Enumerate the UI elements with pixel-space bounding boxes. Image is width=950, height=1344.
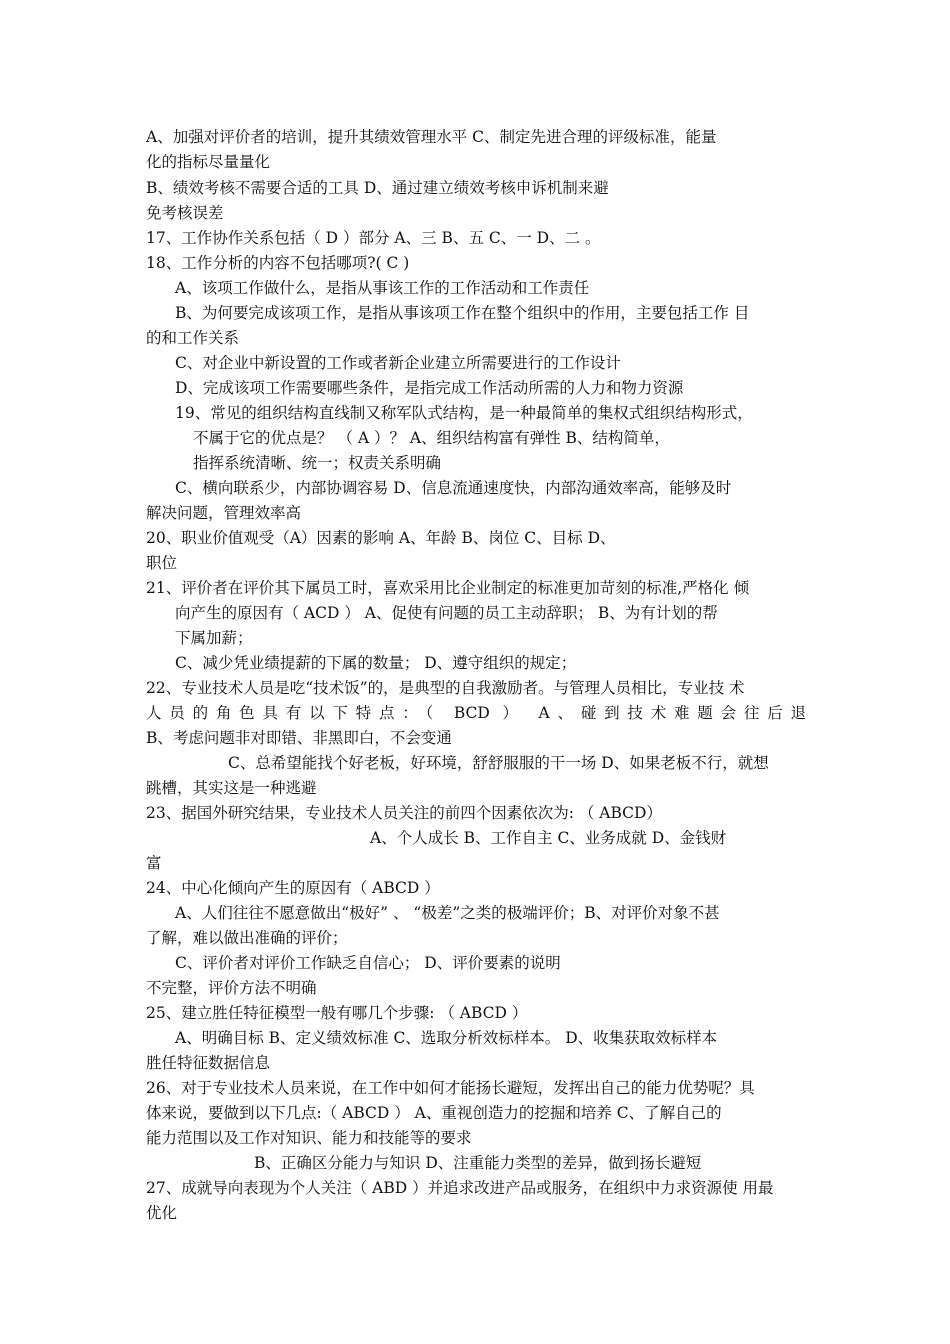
text-line: C、横向联系少，内部协调容易 D、信息流通速度快，内部沟通效率高，能够及时 [175,479,732,497]
text-line: 向产生的原因有（ ACD ） A、促使有问题的员工主动辞职； B、为有计划的帮 [175,604,718,622]
text-line: A、个人成长 B、工作自主 C、业务成就 D、金钱财 [370,829,727,847]
question-25: 25、建立胜任特征模型一般有哪几个步骤: （ ABCD ） [146,1004,528,1022]
question-22: 22、专业技术人员是吃“技术饭”的，是典型的自我激励者。与管理人员相比，专业技 术 [146,679,745,697]
text-line: 了解，难以做出准确的评价； [146,929,348,947]
text-line: 不属于它的优点是？ （ A ）？ A、组织结构富有弹性 B、结构简单， [193,429,670,447]
question-23: 23、据国外研究结果，专业技术人员关注的前四个因素依次为: （ ABCD） [146,804,662,822]
text-line: 解决问题，管理效率高 [146,504,302,522]
question-24: 24、中心化倾向产生的原因有（ ABCD ） [146,879,440,897]
text-line: 胜任特征数据信息 [146,1054,271,1072]
text-line: C、总希望能找个好老板，好环境，舒舒服服的干一场 D、如果老板不行，就想 [228,754,769,772]
text-line: 下属加薪； [175,629,253,647]
text-line: B、正确区分能力与知识 D、注重能力类型的差异，做到扬长避短 [254,1154,702,1172]
text-line: 化的指标尽量量化 [146,153,271,171]
text-line: 富 [146,854,162,872]
question-17: 17、工作协作关系包括（ D ）部分 A、三 B、五 C、一 D、二 。 [146,229,601,247]
text-line: A、明确目标 B、定义绩效标准 C、选取分析效标样本。 D、收集获取效标样本 [175,1029,718,1047]
text-line: B、绩效考核不需要合适的工具 D、通过建立绩效考核申诉机制来避 [146,179,609,197]
text-line: 跳槽，其实这是一种逃避 [146,779,317,797]
text-line: 职位 [146,554,178,572]
question-18: 18、工作分析的内容不包括哪项?( C ) [146,254,410,272]
text-line: 指挥系统清晰、统一；权责关系明确 [193,454,442,472]
text-line: C、评价者对评价工作缺乏自信心； D、评价要素的说明 [175,954,561,972]
question-26: 26、对于专业技术人员来说，在工作中如何才能扬长避短，发挥出自己的能力优势呢？具 [146,1079,755,1097]
text-line: 能力范围以及工作对知识、能力和技能等的要求 [146,1129,472,1147]
text-line: 体来说，要做到以下几点:（ ABCD ） A、重视创造力的挖掘和培养 C、了解自己的 [146,1104,722,1122]
text-line: A、该项工作做什么，是指从事该工作的工作活动和工作责任 [175,279,590,297]
text-line: D、完成该项工作需要哪些条件，是指完成工作活动所需的人力和物力资源 [175,379,684,397]
question-19: 19、常见的组织结构直线制又称军队式结构，是一种最简单的集权式组织结构形式， [175,404,753,422]
text-line: B、为何要完成该项工作，是指从事该项工作在整个组织中的作用，主要包括工作 目 [175,304,750,322]
question-27: 27、成就导向表现为个人关注（ ABD ）并追求改进产品或服务，在组织中力求资源使 用最 [146,1179,774,1197]
text-line: 的和工作关系 [146,329,240,347]
question-20: 20、职业价值观受（A）因素的影响 A、年龄 B、岗位 C、目标 D、 [146,529,616,547]
text-line: 不完整，评价方法不明确 [146,979,317,997]
text-line: 人员的角色具有以下特点：（ BCD ） A、碰到技术难题会往后退 [146,704,806,722]
text-line: 免考核误差 [146,204,224,222]
question-21: 21、评价者在评价其下属员工时，喜欢采用比企业制定的标准更加苛刻的标准,严格化 倾 [146,579,750,597]
text-line: A、加强对评价者的培训，提升其绩效管理水平 C、制定先进合理的评级标准，能量 [146,128,717,146]
text-line: C、减少凭业绩提薪的下属的数量； D、遵守组织的规定； [175,654,577,672]
text-line: 优化 [146,1204,178,1222]
text-line: C、对企业中新设置的工作或者新企业建立所需要进行的工作设计 [175,354,621,372]
text-line: B、考虑问题非对即错、非黑即白，不会变通 [146,729,452,747]
text-line: A、人们往往不愿意做出“极好” 、 “极差”之类的极端评价；B、对评价对象不甚 [175,904,720,922]
